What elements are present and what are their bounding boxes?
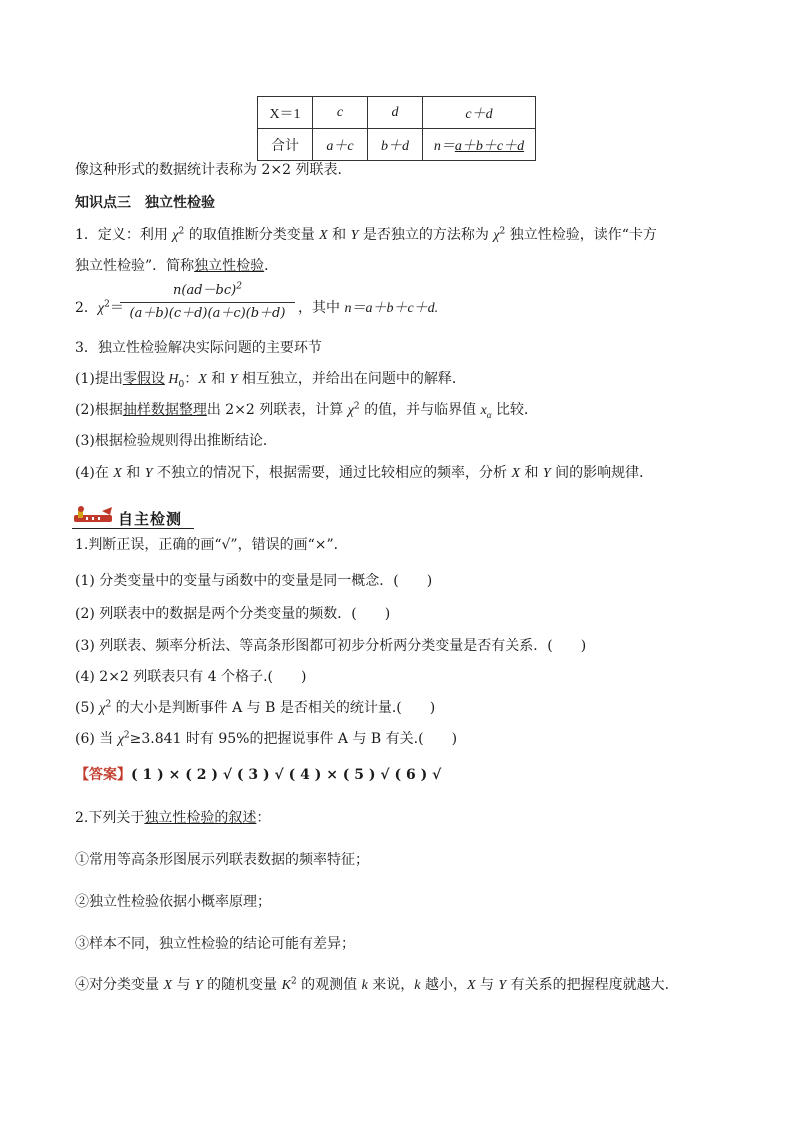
equals-sign: ＝ xyxy=(109,300,124,316)
list-item: ③样本不同，独立性检验的结论可能有差异； xyxy=(75,936,355,952)
text-span: 2.下列关于 xyxy=(75,810,145,826)
text-span: ： xyxy=(256,810,271,826)
question-2-stem xyxy=(75,808,270,828)
step-3: (3)根据检验规则得出推断结论． xyxy=(75,433,277,449)
text-span: n(ad－bc) xyxy=(173,283,237,298)
text-span: 的大小是判断事件 A 与 B 是否相关的统计量.( ) xyxy=(111,700,436,716)
question-1-stem: 1.判断正误，正确的画“√”，错误的画“×”． xyxy=(75,537,348,553)
chi-symbol: χ xyxy=(493,228,500,243)
text-span: 与 xyxy=(475,977,499,993)
self-check-title: 自主检测 xyxy=(118,510,183,528)
var-k: k xyxy=(361,978,368,993)
var-x-alpha: x xyxy=(480,403,487,418)
text-span: 与 xyxy=(172,977,195,993)
text-span: ≥3.841 时有 95%的把握说事件 A 与 B 有关.( ) xyxy=(129,731,458,747)
var-y: Y xyxy=(542,466,551,481)
text-span: 的取值推断分类变量 xyxy=(184,227,320,243)
title-underline xyxy=(72,528,194,529)
superscript: 2 xyxy=(123,730,130,741)
table-cell-underlined: a＋b＋c＋d xyxy=(454,138,525,154)
chi-symbol: χ xyxy=(347,403,354,418)
text-span: 比较． xyxy=(491,402,538,418)
pen-ruler-badge-icon xyxy=(72,505,116,527)
text-span: ． xyxy=(264,258,279,274)
text-span: (2)根据 xyxy=(75,402,123,418)
var-x: X xyxy=(466,978,476,993)
var-h: H xyxy=(164,372,179,387)
text-span: ，其中 xyxy=(298,300,345,316)
var-y: Y xyxy=(194,978,203,993)
formula-lhs xyxy=(75,298,124,319)
text-span: 间的影响规律． xyxy=(550,465,654,481)
text-span: ④对分类变量 xyxy=(75,977,164,993)
formula-numerator xyxy=(120,282,295,300)
var-x: X xyxy=(511,466,521,481)
subscript: 0 xyxy=(178,379,185,390)
list-item: (3) 列联表、频率分析法、等高条形图都可初步分析两分类变量是否有关系．( ) xyxy=(75,638,587,654)
table-cell: a＋c xyxy=(313,129,368,161)
table-row xyxy=(258,97,536,129)
var-x: X xyxy=(319,228,328,243)
var-k: k xyxy=(414,978,421,993)
section-title: 知识点三 独立性检验 xyxy=(75,195,215,211)
list-item xyxy=(75,698,435,719)
text-span: 独立性检验，读作“卡方 xyxy=(505,227,657,243)
answer-line xyxy=(75,765,441,785)
definition-line-2 xyxy=(75,256,278,276)
formula-denominator: (a＋b)(c＋d)(a＋c)(b＋d) xyxy=(129,306,286,321)
text-span: (1)提出 xyxy=(75,371,123,387)
list-item: ②独立性检验依据小概率原理； xyxy=(75,894,271,910)
chi-symbol: χ xyxy=(117,732,124,747)
text-span: 和 xyxy=(520,465,543,481)
subscript: α xyxy=(486,409,492,420)
text-span: 1．定义：利用 xyxy=(75,227,173,243)
underlined-term: 独立性检验 xyxy=(194,258,265,274)
text-span: (4)在 xyxy=(75,465,114,481)
table-cell: b＋d xyxy=(368,129,423,161)
superscript: 2 xyxy=(499,226,506,237)
superscript: 2 xyxy=(353,401,360,412)
var-x: X xyxy=(113,466,122,481)
list-item xyxy=(75,975,669,996)
var-y: Y xyxy=(229,372,238,387)
table-row xyxy=(258,129,536,161)
text-span: 和 xyxy=(327,227,351,243)
step-2 xyxy=(75,400,538,421)
formula-fraction xyxy=(120,282,295,323)
text-span: (5) xyxy=(75,700,100,716)
list-item: (2) 列联表中的数据是两个分类变量的频数．( ) xyxy=(75,606,391,622)
definition-line-1 xyxy=(75,225,657,246)
table-cell xyxy=(423,129,536,161)
list-item: (1) 分类变量中的变量与函数中的变量是同一概念．( ) xyxy=(75,573,433,589)
answer-text: ( 1 ) × ( 2 ) √ ( 3 ) √ ( 4 ) × ( 5 ) √ ( 6 ) √ xyxy=(131,767,442,783)
text-span: 有关系的把握程度就越大. xyxy=(506,977,670,993)
text-span: ： xyxy=(184,371,199,387)
formula-tail xyxy=(298,298,438,319)
steps-title: 3．独立性检验解决实际问题的主要环节 xyxy=(75,340,322,356)
chi-symbol: χ xyxy=(99,701,106,716)
underlined-term: 抽样数据整理 xyxy=(122,402,207,418)
superscript: 2 xyxy=(105,699,112,710)
text-span: 的随机变量 xyxy=(202,977,282,993)
text-span: 独立性检验”．简称 xyxy=(75,258,195,274)
var-y: Y xyxy=(498,978,507,993)
intro-text: 像这种形式的数据统计表称为 2×2 列联表． xyxy=(75,162,352,178)
text-span: 是否独立的方法称为 xyxy=(358,227,494,243)
var-y: Y xyxy=(144,466,153,481)
answer-tag: 【答案】 xyxy=(75,767,131,783)
superscript: 2 xyxy=(104,299,110,310)
superscript: 2 xyxy=(290,976,297,987)
fraction-bar xyxy=(120,302,295,303)
underlined-term: 独立性检验的叙述 xyxy=(144,810,257,826)
table-cell: X＝1 xyxy=(258,97,313,129)
var-y: Y xyxy=(350,228,359,243)
table-cell-prefix: n＝ xyxy=(433,138,455,154)
chi-symbol: χ xyxy=(97,301,105,316)
chi-symbol: χ xyxy=(172,228,179,243)
step-1 xyxy=(75,369,466,390)
var-x: X xyxy=(198,372,207,387)
step-4 xyxy=(75,463,653,484)
contingency-table xyxy=(257,96,536,161)
text-span: 出 2×2 列联表，计算 xyxy=(206,402,348,418)
text-span: (6) 当 xyxy=(75,731,118,747)
text-span: 和 xyxy=(121,465,145,481)
table-cell: d xyxy=(368,97,423,129)
text-span: 不独立的情况下，根据需要，通过比较相应的频率，分析 xyxy=(152,465,512,481)
text-span: 相互独立，并给出在问题中的解释． xyxy=(237,371,466,387)
text-span: 越小， xyxy=(420,977,467,993)
text-span: 来说， xyxy=(367,977,415,993)
list-item: (4) 2×2 列联表只有 4 个格子.( ) xyxy=(75,669,307,685)
table-cell: c＋d xyxy=(423,97,536,129)
var-x: X xyxy=(163,978,173,993)
text-span: 的值，并与临界值 xyxy=(359,402,481,418)
text-span: 2． xyxy=(75,300,98,316)
underlined-term: 零假设 xyxy=(122,371,165,387)
var-k: K xyxy=(281,978,291,993)
formula-n: n＝a＋b＋c＋d. xyxy=(344,301,439,316)
superscript: 2 xyxy=(236,281,242,292)
list-item: ①常用等高条形图展示列联表数据的频率特征； xyxy=(75,852,369,868)
list-item xyxy=(75,729,457,750)
text-span: 和 xyxy=(206,371,230,387)
table-cell: 合计 xyxy=(258,129,313,161)
table-cell: c xyxy=(313,97,368,129)
text-span: 的观测值 xyxy=(296,977,362,993)
superscript: 2 xyxy=(178,226,185,237)
